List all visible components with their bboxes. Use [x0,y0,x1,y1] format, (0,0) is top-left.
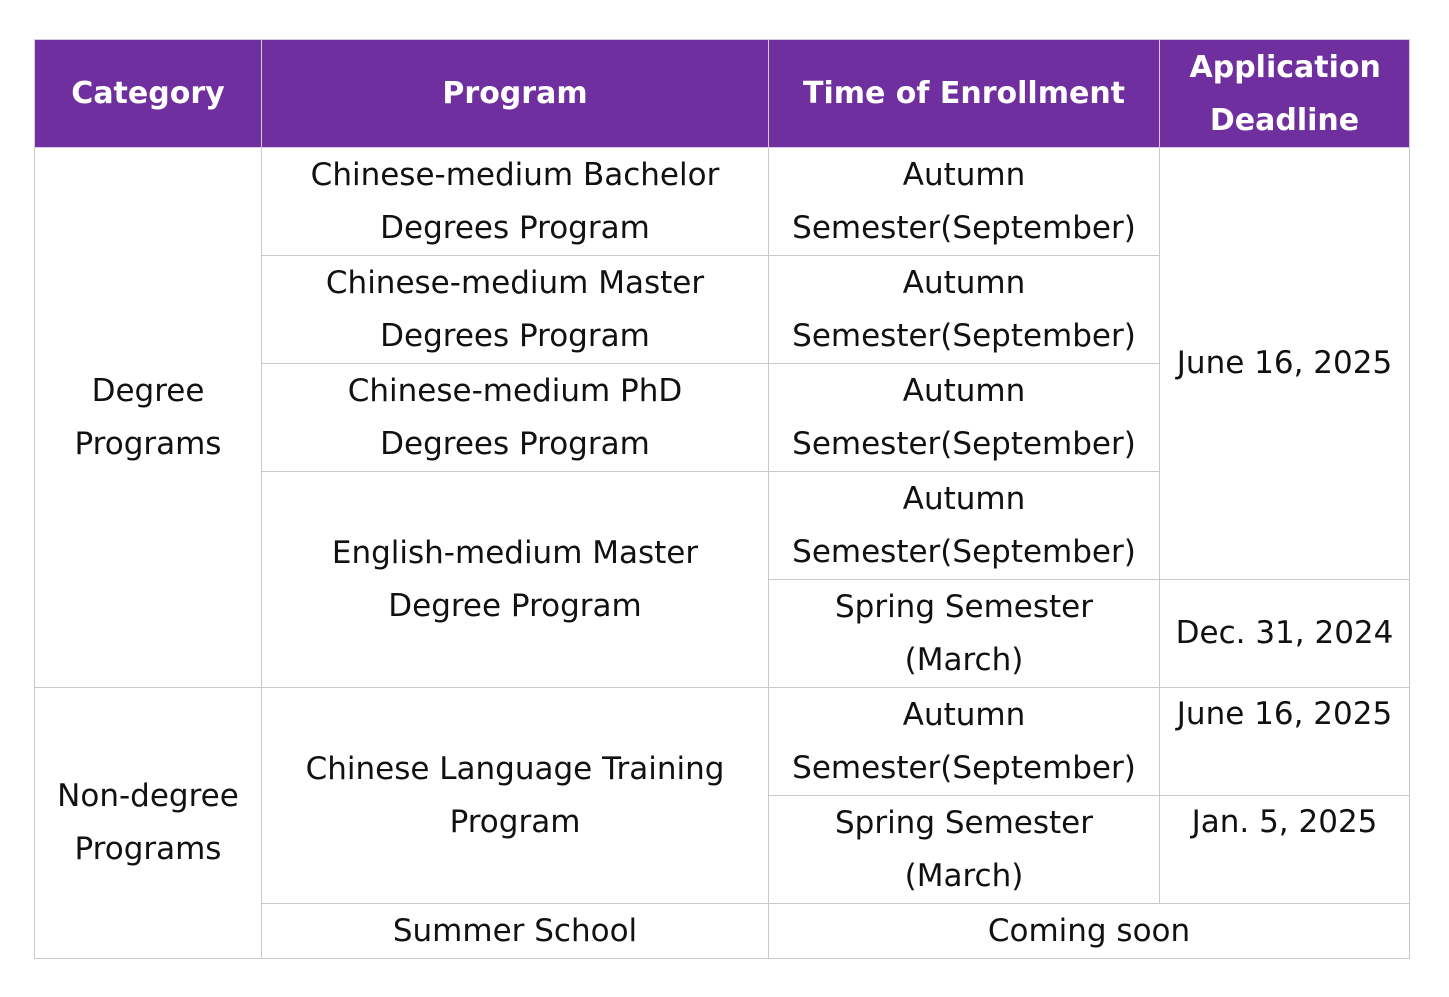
category-cell-degree [35,148,262,688]
program-cell-summer [262,904,769,959]
program-label-master-en: English-medium Master Degree Program [331,534,699,624]
table-header [35,40,1410,148]
time-label-language-autumn: Autumn Semester(September) [792,696,1136,786]
program-label-bachelor: Chinese-medium Bachelor Degrees Program [310,156,720,246]
deadline-cell-degree-autumn [1160,148,1410,580]
time-cell-phd [769,364,1160,472]
header-category [35,40,262,148]
deadline-cell-master-en-spring [1160,580,1410,688]
table-row [35,688,1410,796]
category-label-degree: Degree Programs [74,372,222,462]
time-label-master-cn: Autumn Semester(September) [792,264,1136,354]
header-category-label: Category [71,76,225,111]
status-label-summer: Coming soon [987,912,1191,949]
program-label-phd: Chinese-medium PhD Degrees Program [347,372,683,462]
deadline-label-language-spring: Jan. 5, 2025 [1191,804,1378,840]
header-time-label: Time of Enrollment [802,76,1126,111]
enrollment-schedule-table [34,39,1410,959]
time-label-master-en-autumn: Autumn Semester(September) [792,480,1136,570]
header-application-deadline [1160,40,1410,148]
table-row [35,148,1410,256]
deadline-cell-language-autumn [1160,688,1410,796]
header-program [262,40,769,148]
time-cell-language-spring [769,796,1160,904]
category-cell-nondegree [35,688,262,959]
header-program-label: Program [442,76,588,111]
time-label-master-en-spring: Spring Semester (March) [834,588,1094,678]
time-label-phd: Autumn Semester(September) [792,372,1136,462]
category-label-nondegree: Non-degree Programs [57,778,239,867]
program-cell-bachelor [262,148,769,256]
deadline-label-degree-autumn: June 16, 2025 [1176,345,1393,381]
program-cell-language [262,688,769,904]
program-cell-phd [262,364,769,472]
time-cell-master-cn [769,256,1160,364]
deadline-label-language-autumn: June 16, 2025 [1176,696,1393,732]
time-cell-bachelor [769,148,1160,256]
program-label-summer: Summer School [392,912,638,949]
time-label-bachelor: Autumn Semester(September) [792,156,1136,246]
header-deadline-label: Application Deadline [1189,49,1381,138]
header-time-of-enrollment [769,40,1160,148]
deadline-cell-language-spring [1160,796,1410,904]
program-cell-master-en [262,472,769,688]
time-cell-language-autumn [769,688,1160,796]
table-body [35,148,1410,959]
program-label-language: Chinese Language Training Program [305,750,725,840]
time-cell-master-en-autumn [769,472,1160,580]
time-label-language-spring: Spring Semester (March) [834,804,1094,894]
status-cell-summer [769,904,1410,959]
header-row [35,40,1410,148]
deadline-label-master-en-spring: Dec. 31, 2024 [1175,615,1394,651]
program-label-master-cn: Chinese-medium Master Degrees Program [325,264,705,354]
program-cell-master-cn [262,256,769,364]
time-cell-master-en-spring [769,580,1160,688]
